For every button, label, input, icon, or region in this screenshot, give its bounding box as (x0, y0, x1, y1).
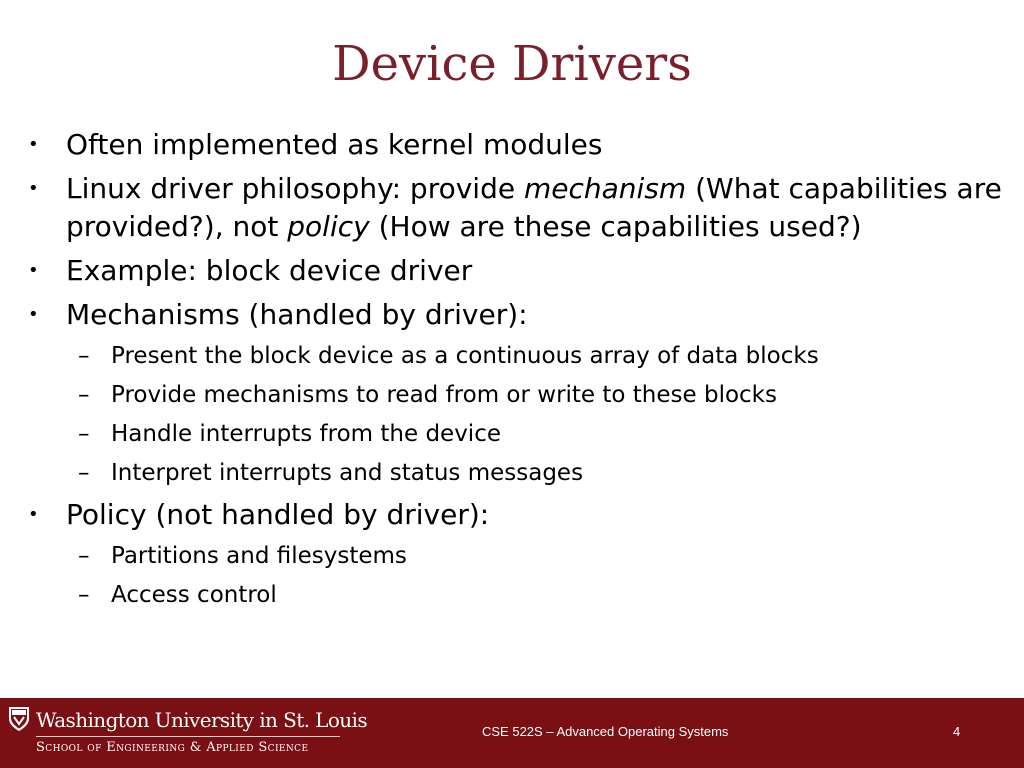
bullet-text: Mechanisms (handled by driver): (66, 298, 528, 331)
sub-bullet-text: Interpret interrupts and status messages (111, 460, 584, 486)
bullet-item (28, 126, 1008, 164)
slide-title: Device Drivers (332, 36, 692, 92)
bullet-icon: • (28, 260, 39, 281)
sub-bullet-text: Access control (111, 582, 277, 608)
bullet-text: Policy (not handled by driver): (66, 498, 490, 531)
sub-bullet-text: Provide mechanisms to read from or write to these blocks (111, 382, 777, 408)
emphasis-mechanism: mechanism (523, 172, 687, 205)
page-number: 4 (953, 724, 961, 739)
bullet-icon: • (28, 134, 39, 155)
sub-bullet-item (28, 418, 1008, 451)
sub-bullet-text: Present the block device as a continuous array of data blocks (111, 343, 819, 369)
sub-bullet-text: Partitions and filesystems (111, 543, 407, 569)
logo-school-name: School of Engineering & Applied Science (36, 740, 309, 755)
course-name: CSE 522S – Advanced Operating Systems (482, 724, 729, 739)
bullet-text-part: Linux driver philosophy: provide (66, 172, 524, 205)
emphasis-policy: policy (287, 210, 370, 243)
bullet-text-part: (What capabilities are provided?), not (66, 172, 1002, 243)
dash-icon: – (78, 421, 90, 447)
dash-icon: – (78, 543, 90, 569)
dash-icon: – (78, 460, 90, 486)
slide-footer (0, 698, 1024, 768)
sub-bullet-item (28, 340, 1008, 373)
logo-divider (36, 736, 340, 737)
slide-content (28, 126, 1008, 618)
sub-bullet-item (28, 379, 1008, 412)
university-logo (6, 706, 368, 762)
bullet-icon: • (28, 504, 39, 525)
bullet-text: Often implemented as kernel modules (66, 128, 603, 161)
sub-bullet-text: Handle interrupts from the device (111, 421, 501, 447)
dash-icon: – (78, 343, 90, 369)
shield-icon (8, 706, 30, 732)
bullet-item (28, 496, 1008, 534)
sub-bullet-item (28, 540, 1008, 573)
bullet-item (28, 252, 1008, 290)
bullet-text: Example: block device driver (66, 254, 473, 287)
logo-university-name: Washington University in St. Louis (36, 708, 368, 732)
bullet-item (28, 170, 1008, 246)
dash-icon: – (78, 582, 90, 608)
bullet-icon: • (28, 178, 39, 199)
bullet-text-part: (How are these capabilities used?) (369, 210, 862, 243)
bullet-item (28, 296, 1008, 334)
sub-bullet-item (28, 579, 1008, 612)
dash-icon: – (78, 382, 90, 408)
sub-bullet-item (28, 457, 1008, 490)
sub-bullet-list (28, 540, 1008, 612)
sub-bullet-list (28, 340, 1008, 490)
bullet-icon: • (28, 304, 39, 325)
